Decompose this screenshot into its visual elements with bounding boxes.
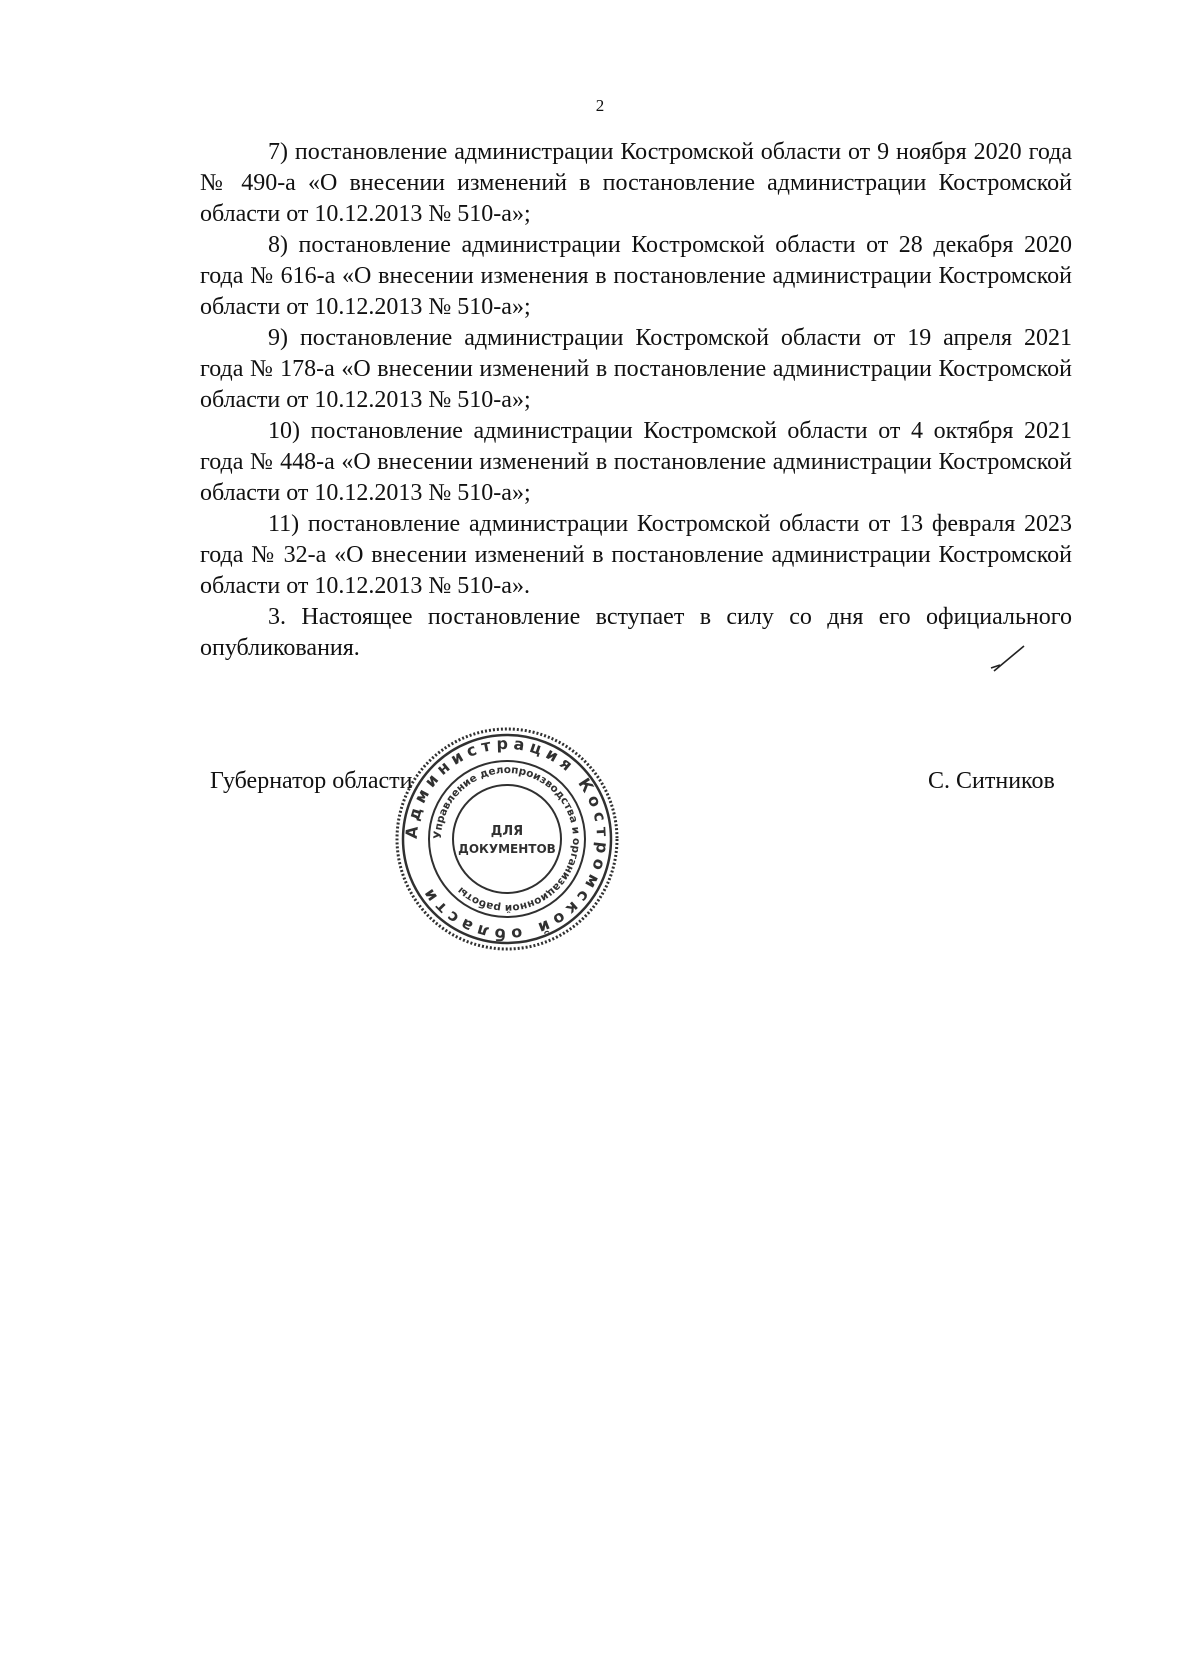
paragraph-item-9: 9) постановление администрации Костромской области от 19 апреля 2021 года № 178-а «О внесении изменений в постановление администрации Костромской области от 10.12.2013 № 510-а»; bbox=[200, 325, 1072, 413]
signature-mark bbox=[990, 643, 1030, 673]
svg-text:Управление делопроизводства и bbox=[432, 764, 582, 914]
paragraph-item-7: 7) постановление администрации Костромской области от 9 ноября 2020 года № 490-а «О внесении изменений в постановление администрации Костромской области от 10.12.2013 № 510-а»; bbox=[200, 139, 1072, 227]
document-body bbox=[200, 137, 1072, 664]
official-stamp bbox=[393, 725, 621, 953]
stamp-center-line-1: ДЛЯ bbox=[490, 824, 524, 839]
signer-name: С. Ситников bbox=[928, 768, 1055, 794]
signer-position: Губернатор области bbox=[210, 768, 413, 794]
stamp-inner-text: Управление делопроизводства и организационной работы bbox=[431, 763, 583, 915]
stamp-outer-text: Администрация Костромской области bbox=[401, 733, 613, 945]
paragraph-item-8: 8) постановление администрации Костромской области от 28 декабря 2020 года № 616-а «О внесении изменения в постановление администрации Костромской области от 10.12.2013 № 510-а»; bbox=[200, 232, 1072, 320]
stamp-center-line-2: ДОКУМЕНТОВ bbox=[458, 842, 556, 856]
paragraph-clause-3: 3. Настоящее постановление вступает в силу со дня его официального опубликования. bbox=[200, 604, 1072, 661]
paragraph-item-10: 10) постановление администрации Костромской области от 4 октября 2021 года № 448-а «О внесении изменений в постановление администрации Костромской области от 10.12.2013 № 510-а»; bbox=[200, 418, 1072, 506]
page-number: 2 bbox=[595, 96, 605, 115]
paragraph-item-11: 11) постановление администрации Костромской области от 13 февраля 2023 года № 32-а «О внесении изменений в постановление администрации Костромской области от 10.12.2013 № 510-а». bbox=[200, 511, 1072, 599]
